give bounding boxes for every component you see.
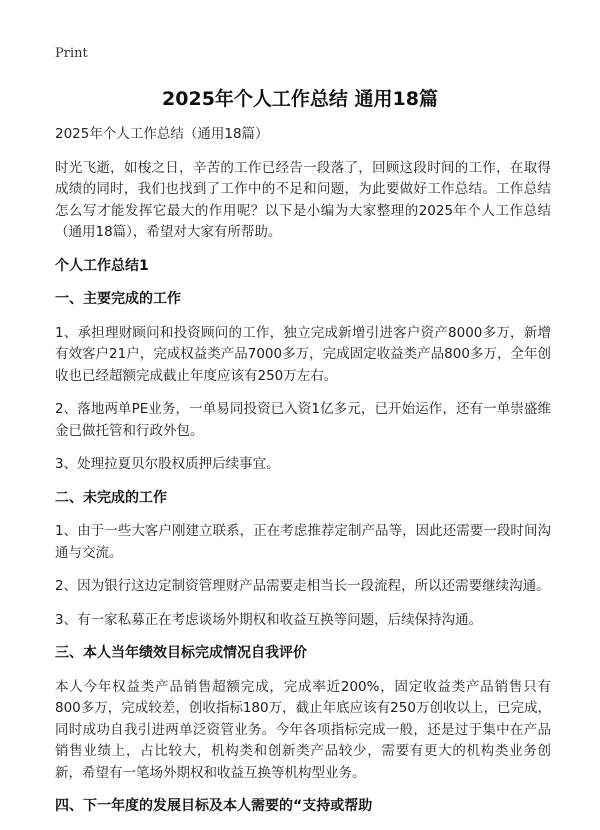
section-main-work (55, 289, 551, 476)
section-heading: 三、本人当年绩效目标完成情况自我评价 (55, 645, 307, 661)
section-heading: 四、下一年度的发展目标及本人需要的“支持或帮助 (55, 798, 373, 814)
paragraph: 2、落地两单PE业务，一单易同投资已入资1亿多元，已开始运作，还有一单崇盛维金已做托管和行政外包。 (55, 401, 551, 439)
paragraph: 1、承担理财顾问和投资顾问的工作，独立完成新增引进客户资产8000多万，新增有效客户21户，完成权益类产品7000多万，完成固定收益类产品800多万，全年创收也已经超额完成截止年度应该有250万左右。 (55, 324, 551, 384)
paragraph: 1、由于一些大客户刚建立联系，正在考虑推荐定制产品等，因此还需要一段时间沟通与交流。 (55, 523, 551, 561)
section-heading: 二、未完成的工作 (55, 489, 167, 506)
document-subtitle: 2025年个人工作总结（通用18篇） (55, 126, 269, 142)
section-heading: 一、主要完成的工作 (55, 291, 181, 307)
paragraph: 3、处理拉夏贝尔股权质押后续事宜。 (55, 456, 280, 472)
paragraph: 本人今年权益类产品销售超额完成，完成率近200%，固定收益类产品销售只有800多万，完成较差，创收指标180万，截止年底应该有250万创收以上，已完成，同时成功自我引进两单泛资管业务。今年各项指标完成一般，还是过于集中在产品销售业绩上，占比较大，机构类和创新类产品较少，需要有更大的机构类业务创新，希望有一笔场外期权和收益互换等机构型业务。 (55, 678, 551, 781)
section-next-year-goals (55, 796, 551, 818)
paragraph: 2、因为银行这边定制资管理财产品需要走相当长一段流程，所以还需要继续沟通。 (55, 578, 550, 594)
print-label[interactable]: Print (55, 46, 88, 61)
intro-paragraph: 时光飞逝，如梭之日，辛苦的工作已经告一段落了，回顾这段时间的工作，在取得成绩的同时，我们也找到了工作中的不足和问题，为此要做好工作总结。工作总结怎么写才能发挥它最大的作用呢？以下是小编为大家整理的2025年个人工作总结（通用18篇），希望对大家有所帮助。 (55, 159, 551, 240)
paragraph: 3、有一家私募正在考虑谈场外期权和收益互换等问题，后续保持沟通。 (55, 611, 483, 628)
section-unfinished-work (55, 488, 551, 632)
page-title: 2025年个人工作总结 通用18篇 (162, 88, 438, 110)
section-self-evaluation (55, 643, 551, 784)
document-content (55, 124, 551, 830)
summary-heading: 个人工作总结1 (55, 257, 149, 274)
